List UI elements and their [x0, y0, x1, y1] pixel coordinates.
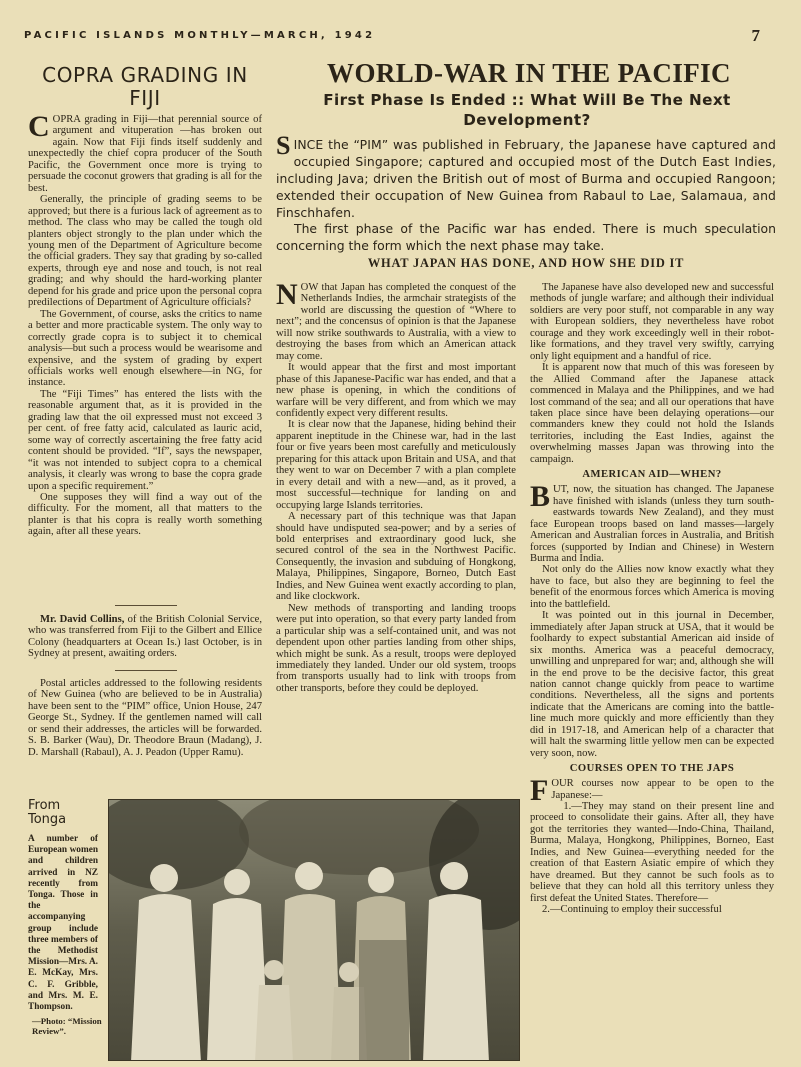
- article-paragraph: It was pointed out in this journal in December, immediately after Japan struck at USA, that it would be foolhardy to expect substantial American aid inside of six months. America was a peaceful democracy, unwilling and unprepared for war; and, although she will in the end prove to be the decisive factor, this great nation cannot change quickly from peace to wartime conditions. Nevertheless, all the signs and portents indicate that the Americans are coming into the battle-line much more quickly and more efficiently than they did in 1917-18, and American help of a character that will halt the swarming little yellow men can be expected very soon, now.: [530, 610, 774, 759]
- intro-paragraph: SINCE the “PIM” was published in February, the Japanese have captured and occupied Singapore; captured and occupied most of the Dutch East Indies, including Java; driven the British out of most of Burma and occupied Rangoon; extended their occupation of New Guinea from Rabaul to Lae, Salamaua, and Finschhafen.: [276, 131, 776, 220]
- tonga-heading: From Tonga: [28, 798, 67, 827]
- collins-text: of the British Colonial Service, who was transferred from Fiji to the Gilbert and Ellice Colony (headquarters at Ocean Is.) last October, is in Sydney at present, awaiting orders.: [28, 614, 262, 660]
- drop-cap: C: [28, 110, 50, 143]
- copra-article-body: [28, 110, 262, 538]
- page-number: 7: [751, 26, 760, 45]
- subheading-courses: COURSES OPEN TO THE JAPS: [569, 763, 735, 775]
- copra-paragraph-1: COPRA grading in Fiji—that perennial source of argument and vituperation —has broken out again. Now that Fiji finds itself suddenly and unexpectedly the chief copra producer of the South Pacific, the Government once more is trying to persuade the coconut growers that grading is all for the best.: [28, 110, 262, 194]
- tonga-caption: A number of European women and children arrived in NZ recently from Tonga. Those in the accompanying group include three members of the Methodist Mission—Mrs. A. E. McKay, Mrs. C. F. Gribble, and Mrs. M. E. Thompson.: [28, 834, 98, 1013]
- section-heading: WHAT JAPAN HAS DONE, AND HOW SHE DID IT: [367, 256, 685, 270]
- drop-cap: S: [276, 131, 291, 160]
- subheading-american-aid: AMERICAN AID—WHEN?: [582, 469, 722, 481]
- tonga-group-photo: [108, 799, 520, 1061]
- photo-credit: —Photo: “Mission Review”.: [32, 1016, 102, 1036]
- postal-text: Postal articles addressed to the following residents of New Guinea (who are believed to be in Australia) have been sent to the “PIM” office, Union House, 247 George St., Sydney. If the gentlemen named will call or send their addresses, the articles will be forwarded. S. B. Barker (Wau), Dr. Theodore Braun (Madang), J. D. Marshall (Rabaul), A. J. Peadon (Upper Ramu).: [28, 678, 262, 758]
- copra-article-title: COPRA GRADING IN FIJI: [42, 63, 248, 110]
- collins-note: [28, 614, 262, 660]
- article-column-right: [530, 282, 774, 916]
- article-paragraph: It is clear now that the Japanese, hiding behind their apparent ineptitude in the Chinese war, had in the last four or five years been most carefully and meticulously preparing for this attack upon Britain and USA, and that they went to war on December 7 with a plan complete in every detail and with a new—and, as it proved, a most successful—technique for landing on and occupying large Islands territories.: [276, 419, 516, 511]
- article-paragraph: It would appear that the first and most important phase of this Japanese-Pacific war has ended, and that a new phase is opening, in which the conditions of warfare will be very different, and from which we may confidently expect very different results.: [276, 362, 516, 419]
- article-paragraph: NOW that Japan has completed the conquest of the Netherlands Indies, the armchair strategists of the world are discussing the question of “Where to next”; and the concensus of opinion is that the Japanese will now strike southwards to Australia, with a view to destroying the bases from which an American attack may come.: [276, 278, 516, 362]
- article-paragraph: New methods of transporting and landing troops were put into operation, so that every party landed from a particular ship was a self-contained unit, and was not dependent upon other parties landing from other ships, which might be sunk. As a result, troops were deployed immediately they landed. Under our old system, troops from transports usually had to link with troops from other transports, before they could be deployed.: [276, 602, 516, 694]
- divider-rule: [115, 670, 177, 671]
- article-paragraph: 1.—They may stand on their present line and proceed to consolidate their gains. After all, they have got the territories they wanted—Indo-China, Thailand, Burma, Malaya, Hongkong, Philippines, Borneo, East Indies, and New Guinea—everything needed for the creation of that Eastern Asiatic empire of which they have dreamed. But they cannot be such fools as to believe that they can hold all this territory unless they first defeat the United States. Therefore—: [530, 801, 774, 904]
- intro-paragraph-2: The first phase of the Pacific war has ended. There is much speculation concerning the form which the next phase may take.: [276, 221, 776, 253]
- postal-note: [28, 678, 262, 758]
- article-paragraph: It is apparent now that much of this was foreseen by the Allied Command after the Japanese attack commenced in Malaya and the Philippines, and we had lost command of the sea; and all our operations that have taken place since have been delaying operations—our commanders knew they could not hold the Islands territories, including the East Indies, against the overwhelming masses Japan was throwing into the campaign.: [530, 362, 774, 465]
- article-paragraph: FOUR courses now appear to be open to the Japanese:—: [530, 774, 774, 808]
- photo-image: [109, 800, 520, 1061]
- drop-cap: N: [276, 278, 298, 311]
- drop-cap: B: [530, 480, 551, 514]
- copra-paragraph-2: Generally, the principle of grading seems to be approved; but there is a furious lack of agreement as to method. The class who may be called the tough old planters object strongly to the plan under which the young men of the Department of Agriculture become the official graders. They say that grading by so-called experts, through eye and nose and touch, is not real grading; and why should the hard-working planter depend for his grade and price upon the personal copra predilections of Department of Agriculture officials?: [28, 194, 262, 309]
- copra-paragraph-3: The Government, of course, asks the critics to name a better and more practicable system. The only way to correctly grade copra is to subject it to chemical analysis—but such a process would be wearisome and expensive, and the system of grading by expert officials works well enough elsewhere—in NG, for instance.: [28, 308, 262, 389]
- collins-name: Mr. David Collins,: [40, 614, 125, 625]
- article-paragraph: 2.—Continuing to employ their successful: [542, 904, 722, 916]
- copra-paragraph-5: One supposes they will find a way out of the difficulty. For the moment, all that matters to the planter is that his copra is really worth something again, after all these years.: [28, 491, 262, 538]
- divider-rule: [115, 605, 177, 606]
- article-column-middle: [276, 278, 516, 694]
- article-paragraph: BUT, now, the situation has changed. The Japanese have finished with islands (unless they turn south-eastwards towards New Zealand), and they must face European troops based on land masses—largely American and Australian forces in Australia, and British forces (supported by Indian and Chinese) in Western Burma and India.: [530, 480, 774, 564]
- masthead-bar: [24, 26, 776, 46]
- main-headline: WORLD-WAR IN THE PACIFIC: [327, 58, 731, 88]
- article-paragraph: A necessary part of this technique was that Japan should have undisputed sea-power; and by a series of bold enterprises and extraordinary good luck, she secured control of the sea in the Northwest Pacific. Consequently, the invasion and subduing of Hongkong, Malaya, Philippines, Singapore, Borneo, Dutch East Indies, and New Guinea went exactly according to plan, and like clockwork.: [276, 511, 516, 603]
- copra-paragraph-4: The “Fiji Times” has entered the lists with the reasonable argument that, as it is provided in the grading law that the oil expressed must not exceed 3 per cent. of free fatty acid, calculated as lauric acid, some way of correctly ascertaining the free fatty acid content should be provided. “If”, says the newspaper, “it was not intended to subject copra to a chemical analysis, it clearly was wrong to base the copra grade upon a specific requirement.”: [28, 388, 262, 492]
- article-paragraph: Not only do the Allies now know exactly what they have to face, but also they are beginning to feel the benefit of the enormous forces which America is moving into the battlefield.: [530, 564, 774, 610]
- masthead: PACIFIC ISLANDS MONTHLY—MARCH, 1942: [24, 30, 376, 41]
- main-subheadline: First Phase Is Ended :: What Will Be The Next Development?: [323, 91, 731, 129]
- article-paragraph: The Japanese have also developed new and successful methods of jungle warfare; and although their individual soldiers are very poor stuff, not comparable in any way with European soldiers, they nevertheless have robot courage and they work exceedingly well in their robot-like formations, and they travel very swiftly, carrying only light equipment and a handful of rice.: [530, 282, 774, 362]
- drop-cap: F: [530, 774, 549, 808]
